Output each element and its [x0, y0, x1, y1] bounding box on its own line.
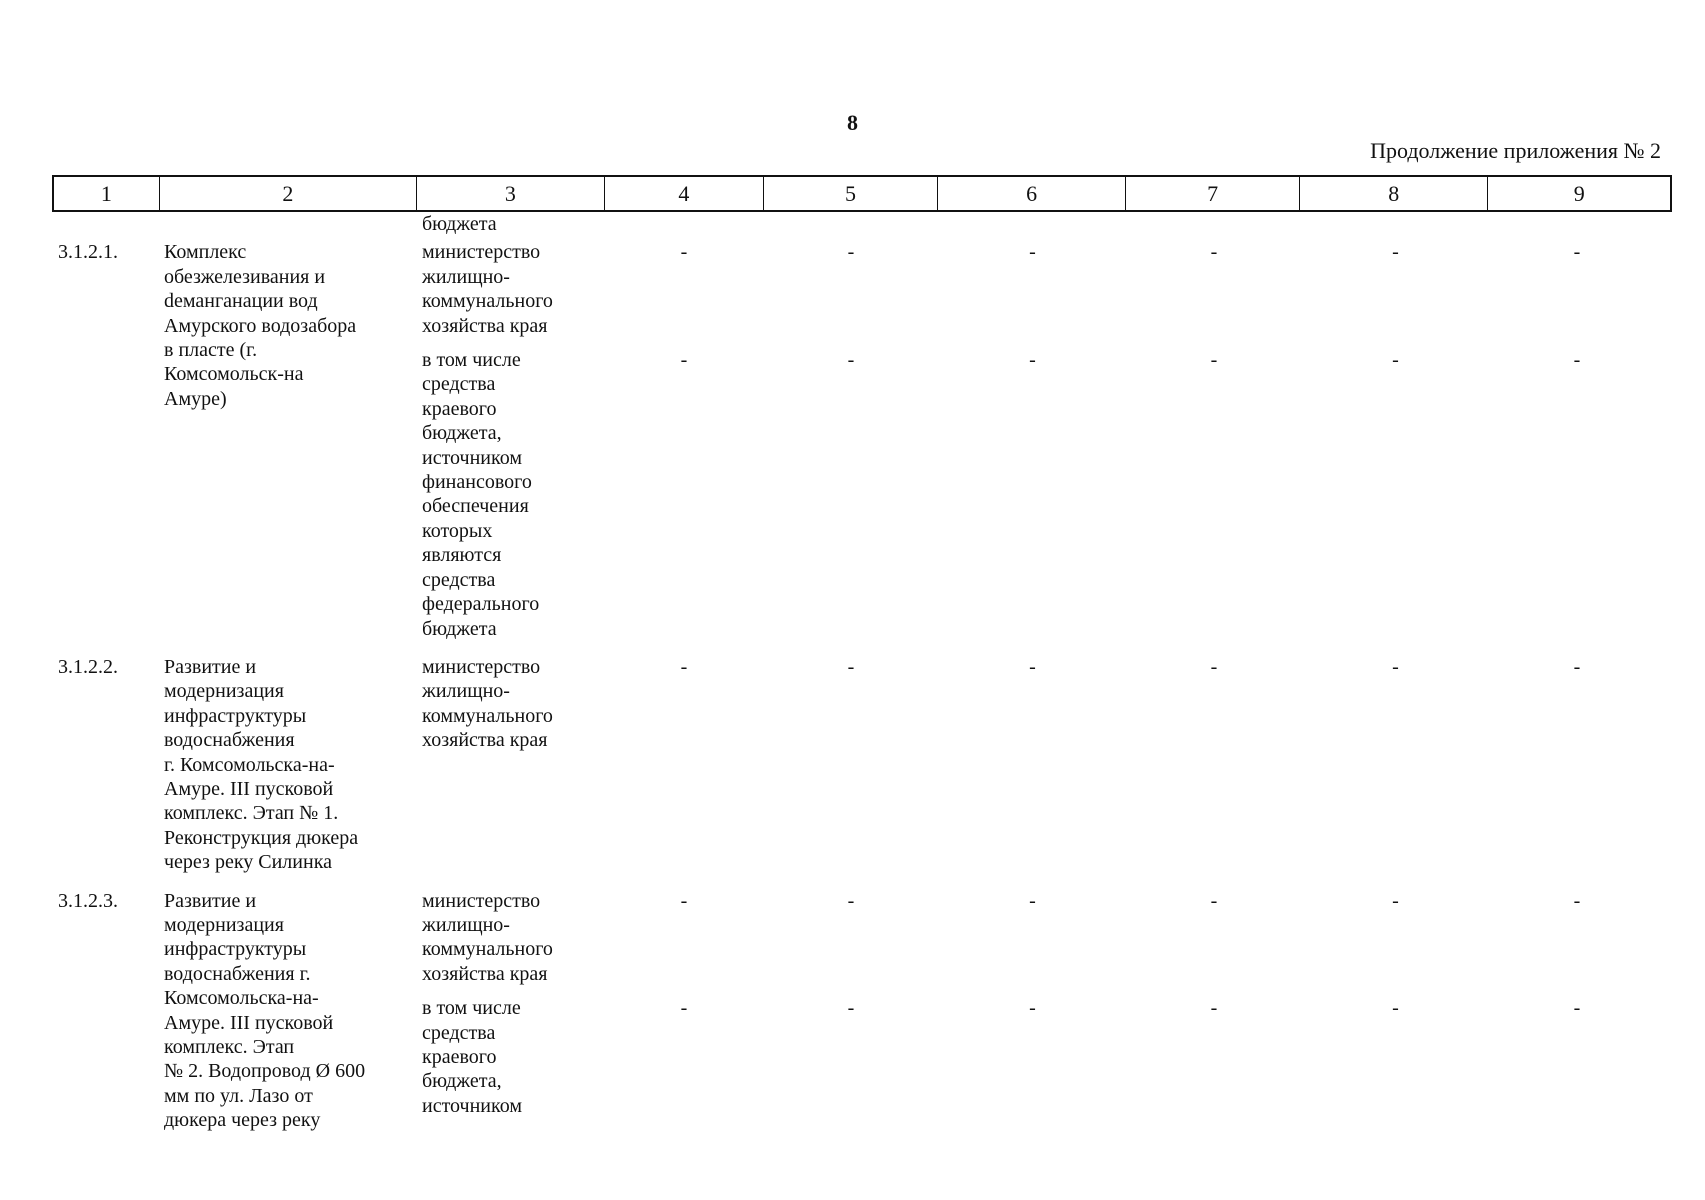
value-col-8: - [1392, 349, 1399, 372]
header-col-1: 1 [54, 177, 160, 210]
value-col-5: - [847, 655, 855, 678]
value-col-7: - [1210, 349, 1218, 372]
table-row [52, 240, 1672, 641]
executor: министерство жилищно- коммунального хозяйства края [422, 889, 553, 985]
value-col-8: - [1392, 997, 1399, 1020]
value-col-4: - [680, 655, 688, 678]
value-col-7: - [1210, 997, 1218, 1020]
table-row [52, 655, 1672, 875]
continuation-label: Продолжение приложения № 2 [1370, 138, 1661, 163]
value-col-7: - [1210, 655, 1218, 678]
value-col-6: - [1029, 241, 1036, 264]
carryover-row [52, 212, 1672, 236]
value-col-9: - [1573, 889, 1581, 912]
value-col-6: - [1029, 349, 1036, 372]
table-row [52, 889, 1672, 1133]
row-id: 3.1.2.1. [58, 241, 118, 264]
page-number: 8 [847, 110, 858, 135]
value-col-7: - [1210, 889, 1218, 912]
value-col-4: - [680, 889, 688, 912]
value-col-4: - [680, 349, 688, 372]
funding-block [416, 889, 1664, 987]
executor: в том числе средства краевого бюджета, источником [422, 997, 522, 1117]
value-col-9: - [1573, 349, 1581, 372]
value-col-6: - [1029, 655, 1036, 678]
value-col-8: - [1392, 655, 1399, 678]
value-col-5: - [847, 349, 855, 372]
row-name: Комплекс обезжелезивания и dеманганации вод Амурского водозабора в пласте (г. Комсомольск-на Амуре) [164, 241, 357, 410]
value-col-8: - [1392, 889, 1399, 912]
header-col-2: 2 [160, 177, 417, 210]
row-name: Развитие и модернизация инфраструктуры водоснабжения г. Комсомольска-на- Амуре. III пусковой комплекс. Этап № 1. Реконструкция дюкера через реку Силинка [164, 655, 359, 874]
header-col-8: 8 [1300, 177, 1489, 210]
value-col-9: - [1573, 241, 1581, 264]
value-col-5: - [847, 889, 855, 912]
value-col-7: - [1210, 241, 1218, 264]
header-col-5: 5 [764, 177, 938, 210]
value-col-4: - [680, 997, 688, 1020]
value-col-9: - [1573, 655, 1581, 678]
value-col-6: - [1029, 889, 1036, 912]
value-col-6: - [1029, 997, 1036, 1020]
value-col-5: - [847, 241, 855, 264]
header-col-3: 3 [417, 177, 605, 210]
value-col-8: - [1392, 241, 1399, 264]
executor: министерство жилищно- коммунального хозяйства края [422, 241, 553, 337]
carryover-executor: бюджета [422, 213, 497, 235]
header-col-6: 6 [938, 177, 1127, 210]
table-body [52, 212, 1672, 1147]
header-col-9: 9 [1573, 181, 1585, 206]
funding-block [416, 348, 1664, 641]
row-name: Развитие и модернизация инфраструктуры водоснабжения г. Комсомольска-на- Амуре. III пусковой комплекс. Этап № 2. Водопровод Ø 600 мм по ул. Лазо от дюкера через реку [164, 889, 366, 1132]
executor: министерство жилищно- коммунального хозяйства края [422, 655, 553, 752]
row-id: 3.1.2.3. [58, 889, 118, 912]
row-id: 3.1.2.2. [58, 655, 118, 678]
value-col-9: - [1573, 997, 1581, 1020]
executor: в том числе средства краевого бюджета, источником финансового обеспечения которых являются средства федерального бюджета [422, 349, 540, 640]
value-col-5: - [847, 997, 855, 1020]
funding-block [416, 655, 1664, 753]
funding-block [416, 240, 1664, 338]
value-col-4: - [680, 241, 688, 264]
table-header [52, 175, 1672, 212]
header-col-7: 7 [1126, 177, 1300, 210]
header-col-4: 4 [605, 177, 765, 210]
funding-block [416, 996, 1664, 1118]
